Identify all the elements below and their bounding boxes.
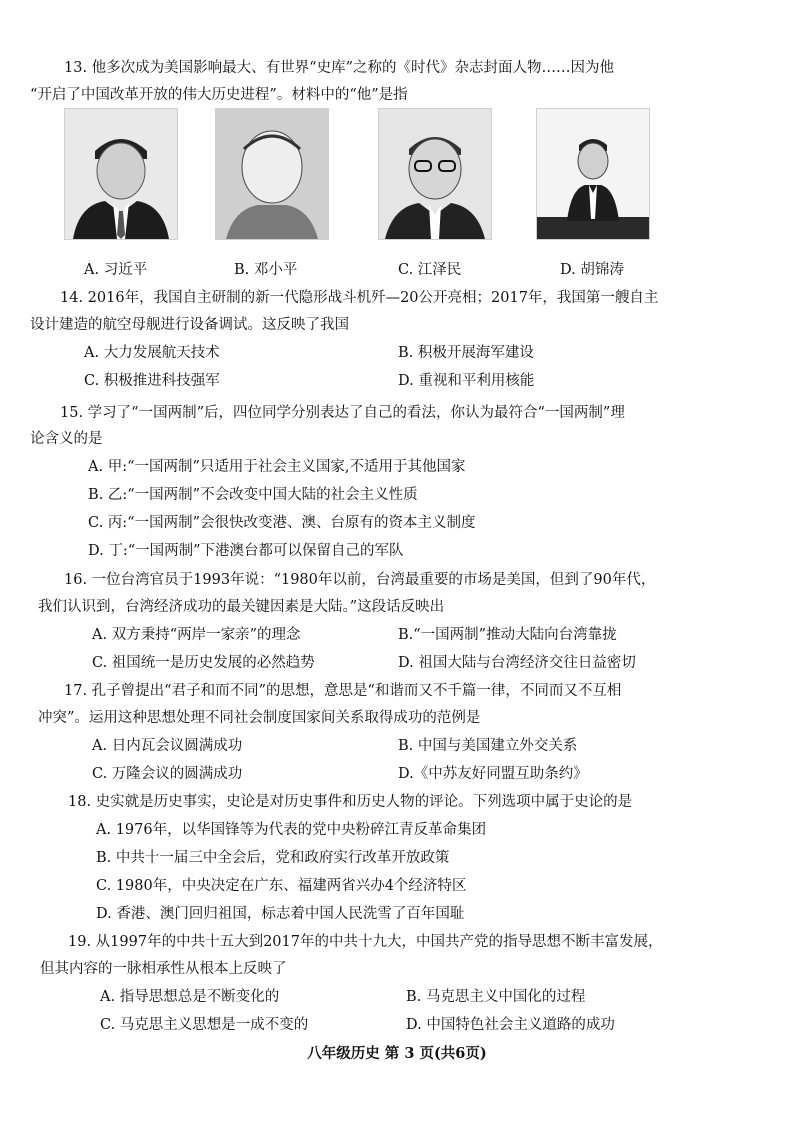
- q14-option-b: B. 积极开展海军建设: [398, 345, 534, 361]
- q16-stem-line2: 我们认识到，台湾经济成功的最关键因素是大陆。”这段话反映出: [38, 599, 445, 615]
- q18-option-d: D. 香港、澳门回归祖国，标志着中国人民洗雪了百年国耻: [96, 906, 465, 922]
- portrait-a: [64, 108, 178, 240]
- q17-option-c: C. 万隆会议的圆满成功: [92, 766, 243, 782]
- q19-option-d: D. 中国特色社会主义道路的成功: [406, 1017, 615, 1033]
- q14-option-c: C. 积极推进科技强军: [84, 373, 220, 389]
- q15-option-d: D. 丁:“一国两制”下港澳台都可以保留自己的军队: [88, 543, 404, 559]
- q16-option-d: D. 祖国大陆与台湾经济交往日益密切: [398, 655, 636, 671]
- q13-option-a: A. 习近平: [84, 262, 148, 278]
- q16-option-c: C. 祖国统一是历史发展的必然趋势: [92, 655, 315, 671]
- q13-option-d: D. 胡锦涛: [560, 262, 624, 278]
- q15-stem-line1: 15. 学习了“一国两制”后，四位同学分别表达了自己的看法，你认为最符合“一国两制”理: [60, 405, 625, 421]
- q16-stem-line1: 16. 一位台湾官员于1993年说：“1980年以前，台湾最重要的市场是美国，但到了90年代，: [64, 572, 656, 588]
- q15-option-b: B. 乙:“一国两制”不会改变中国大陆的社会主义性质: [88, 487, 418, 503]
- q14-option-a: A. 大力发展航天技术: [84, 345, 220, 361]
- portrait-c-image: [379, 109, 491, 239]
- q17-stem-line2: 冲突”。运用这种思想处理不同社会制度国家间关系取得成功的范例是: [38, 710, 481, 726]
- q17-option-a: A. 日内瓦会议圆满成功: [92, 738, 243, 754]
- portrait-d-image: [537, 109, 649, 239]
- q15-stem-line2: 论含义的是: [30, 431, 103, 447]
- q19-stem-line1: 19. 从1997年的中共十五大到2017年的中共十九大，中国共产党的指导思想不断丰富发展，: [68, 934, 663, 950]
- portrait-c: [378, 108, 492, 240]
- q18-option-b: B. 中共十一届三中全会后，党和政府实行改革开放政策: [96, 850, 450, 866]
- q18-option-c: C. 1980年，中央决定在广东、福建两省兴办4个经济特区: [96, 878, 467, 894]
- q19-option-a: A. 指导思想总是不断变化的: [100, 989, 280, 1005]
- q19-option-c: C. 马克思主义思想是一成不变的: [100, 1017, 309, 1033]
- q17-option-d: D.《中苏友好同盟互助条约》: [398, 766, 588, 782]
- q18-stem-line1: 18. 史实就是历史事实，史论是对历史事件和历史人物的评论。下列选项中属于史论的是: [68, 794, 633, 810]
- q13-stem-line2: “开启了中国改革开放的伟大历史进程”。材料中的“他”是指: [30, 87, 408, 103]
- q19-stem-line2: 但其内容的一脉相承性从根本上反映了: [40, 961, 287, 977]
- q18-option-a: A. 1976年，以华国锋等为代表的党中央粉碎江青反革命集团: [96, 822, 487, 838]
- portrait-d: [536, 108, 650, 240]
- q14-option-d: D. 重视和平利用核能: [398, 373, 535, 389]
- q15-option-a: A. 甲:“一国两制”只适用于社会主义国家,不适用于其他国家: [88, 459, 466, 475]
- q17-option-b: B. 中国与美国建立外交关系: [398, 738, 578, 754]
- q14-stem-line1: 14. 2016年，我国自主研制的新一代隐形战斗机歼—20公开亮相；2017年，我国第一艘自主: [60, 290, 659, 306]
- q13-stem-line1: 13. 他多次成为美国影响最大、有世界“史库”之称的《时代》杂志封面人物……因为他: [64, 60, 614, 76]
- portrait-a-image: [65, 109, 177, 239]
- q13-option-c: C. 江泽民: [398, 262, 462, 278]
- portrait-b: [215, 108, 329, 240]
- q13-option-b: B. 邓小平: [234, 262, 298, 278]
- q15-option-c: C. 丙:“一国两制”会很快改变港、澳、台原有的资本主义制度: [88, 515, 476, 531]
- page-footer: 八年级历史 第 3 页(共6页): [307, 1045, 487, 1062]
- q19-option-b: B. 马克思主义中国化的过程: [406, 989, 586, 1005]
- q16-option-a: A. 双方秉持“两岸一家亲”的理念: [92, 627, 301, 643]
- portrait-b-image: [216, 109, 328, 239]
- q17-stem-line1: 17. 孔子曾提出“君子和而不同”的思想，意思是“和谐而又不千篇一律，不同而又不互相: [64, 683, 622, 699]
- q14-stem-line2: 设计建造的航空母舰进行设备调试。这反映了我国: [30, 317, 349, 333]
- q16-option-b: B.“一国两制”推动大陆向台湾靠拢: [398, 627, 617, 643]
